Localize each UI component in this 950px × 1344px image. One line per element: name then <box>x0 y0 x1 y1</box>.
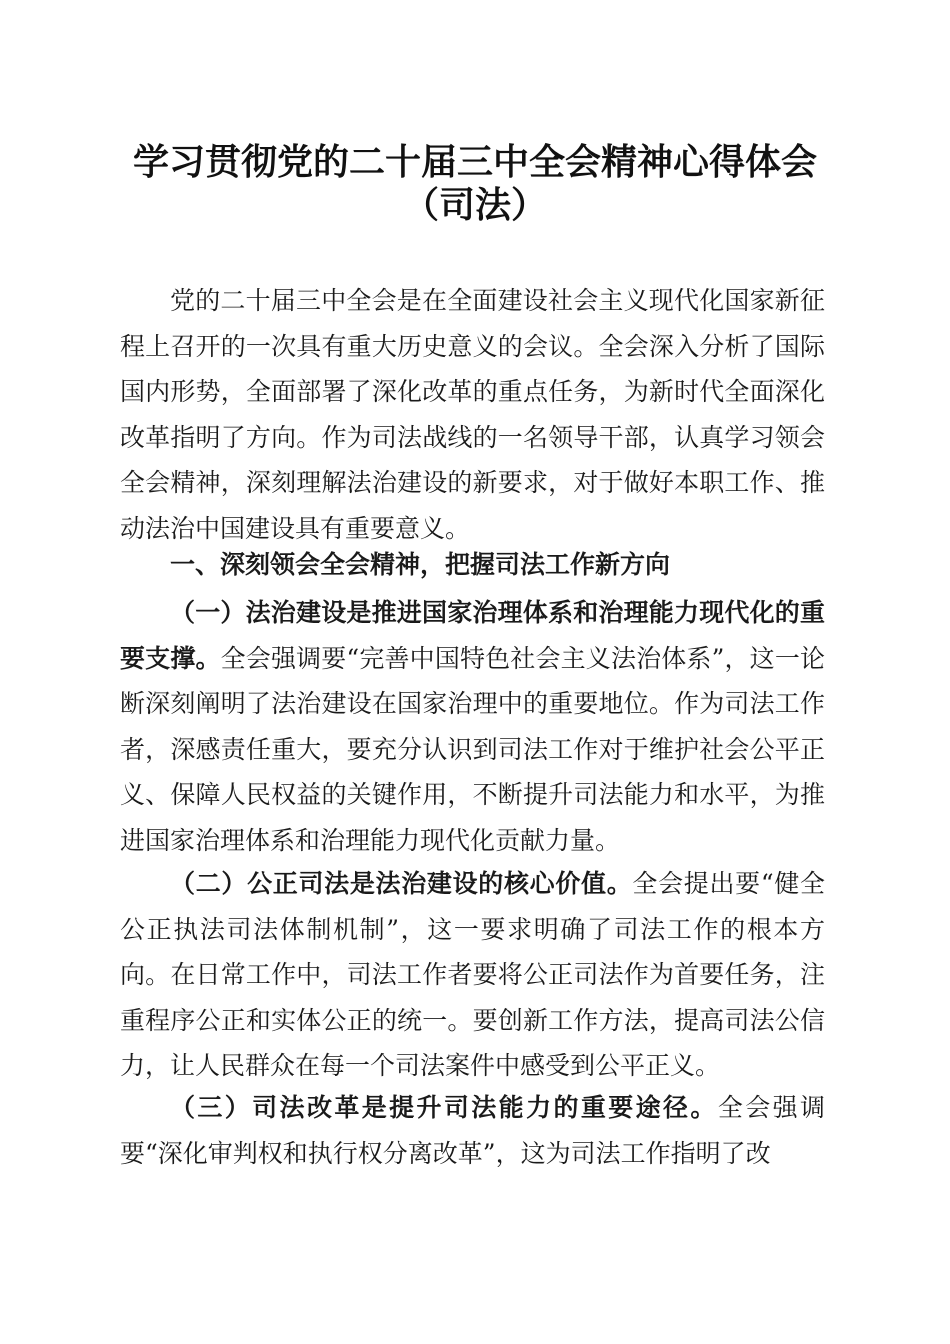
item-1-body: 全会强调要“完善中国特色社会主义法治体系”，这一论断深刻阐明了法治建设在国家治理中的重要地位。作为司法工作者，深感责任重大，要充分认识到司法工作对于维护社会公平正义、保障人民权益的关键作用，不断提升司法能力和水平，为推进国家治理体系和治理能力现代化贡献力量。 <box>120 643 825 855</box>
paragraph-item-2 <box>120 861 825 1089</box>
document-subtitle: （司法） <box>402 184 547 226</box>
item-2-lead: （二）公正司法是法治建设的核心价值。 <box>170 869 633 898</box>
section-heading-1: 一、深刻领会全会精神，把握司法工作新方向 <box>170 550 671 579</box>
item-3-lead: （三）司法改革是提升司法能力的重要途径。 <box>170 1093 718 1122</box>
document-title: 学习贯彻党的二十届三中全会精神心得体会 <box>132 141 817 183</box>
intro-paragraph: 党的二十届三中全会是在全面建设社会主义现代化国家新征程上召开的一次具有重大历史意义的会议。全会深入分析了国际国内形势，全面部署了深化改革的重点任务，为新时代全面深化改革指明了方向。作为司法战线的一名领导干部，认真学习领会全会精神，深刻理解法治建设的新要求，对于做好本职工作、推动法治中国建设具有重要意义。 <box>120 286 825 543</box>
paragraph-item-1 <box>120 590 825 863</box>
item-2-body: 全会提出要“健全公正执法司法体制机制”，这一要求明确了司法工作的根本方向。在日常工作中，司法工作者要将公正司法作为首要任务，注重程序公正和实体公正的统一。要创新工作方法，提高司法公信力，让人民群众在每一个司法案件中感受到公平正义。 <box>120 869 825 1080</box>
item-3-body: 全会强调要“深化审判权和执行权分离改革”，这为司法工作指明了改 <box>120 1093 825 1168</box>
item-1-lead: （一）法治建设是推进国家治理体系和治理能力现代化的重要支撑。 <box>120 598 825 673</box>
paragraph-item-3 <box>120 1085 825 1176</box>
